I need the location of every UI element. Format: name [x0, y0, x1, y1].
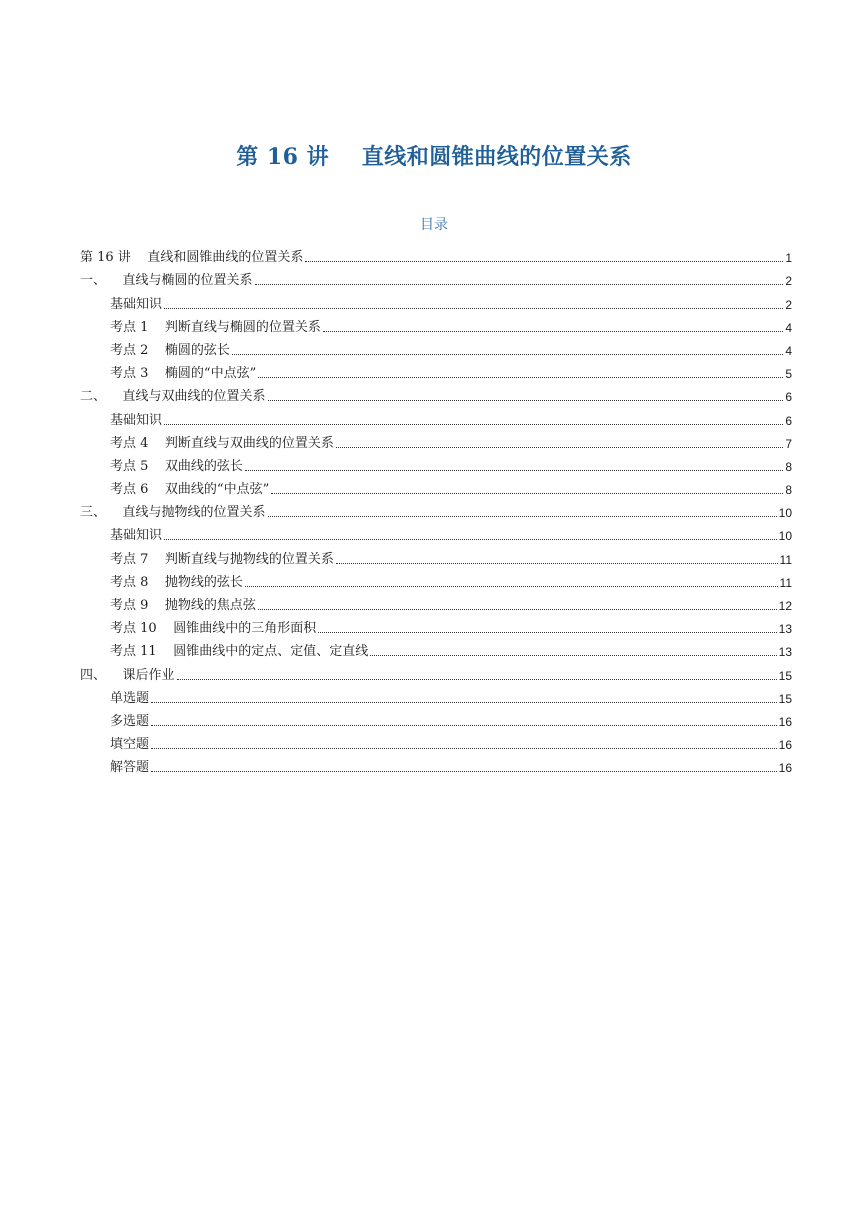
toc-entry-label: 考点 9 抛物线的焦点弦 — [110, 598, 256, 613]
toc-entry[interactable] — [80, 429, 792, 452]
toc-entry[interactable] — [80, 498, 792, 521]
toc-entry[interactable] — [80, 614, 792, 637]
toc-dot-leader — [151, 701, 777, 703]
toc-dot-leader — [271, 492, 783, 494]
toc-heading: 目录 — [420, 217, 448, 233]
toc-entry-label: 考点 5 双曲线的弦长 — [110, 458, 243, 474]
toc-entry[interactable] — [80, 707, 792, 730]
toc-entry[interactable] — [80, 266, 792, 289]
toc-entry-page-number: 16 — [778, 761, 792, 776]
toc-entry-page-number: 8 — [785, 459, 792, 474]
toc-dot-leader — [268, 399, 784, 401]
toc-entry[interactable] — [80, 475, 792, 498]
toc-entry-page-number: 12 — [778, 599, 792, 613]
toc-entry-page-number: 11 — [779, 575, 792, 590]
toc-entry-label: 第 16 讲 直线和圆锥曲线的位置关系 — [80, 250, 304, 266]
toc-entry-label: 解答题 — [110, 760, 150, 776]
toc-entry-page-number: 6 — [785, 413, 792, 428]
toc-entry[interactable] — [80, 521, 792, 544]
toc-entry-label: 考点 3 椭圆的“中点弦” — [110, 366, 257, 382]
toc-entry-page-number: 16 — [778, 714, 792, 729]
toc-entry-label: 考点 8 抛物线的弦长 — [110, 574, 243, 590]
toc-entry-label: 考点 1 判断直线与椭圆的位置关系 — [110, 319, 321, 335]
toc-dot-leader — [245, 469, 783, 471]
toc-dot-leader — [258, 376, 783, 378]
toc-entry-label: 考点 10 圆锥曲线中的三角形面积 — [110, 621, 317, 637]
toc-entry-page-number: 13 — [778, 645, 792, 660]
toc-entry-page-number: 8 — [785, 483, 792, 498]
toc-entry-label: 考点 6 双曲线的“中点弦” — [110, 482, 270, 498]
toc-dot-leader — [245, 585, 778, 587]
toc-entry-page-number: 15 — [778, 691, 792, 706]
toc-entry[interactable] — [80, 591, 792, 614]
toc-entry[interactable] — [80, 243, 792, 266]
toc-entry-label: 基础知识 — [110, 296, 163, 312]
toc-entry[interactable] — [80, 289, 792, 312]
toc-entry-label: 考点 2 椭圆的弦长 — [110, 342, 230, 358]
toc-entry[interactable] — [80, 336, 792, 359]
toc-entry-label: 四、 课后作业 — [80, 667, 175, 683]
toc-entry[interactable] — [80, 359, 792, 382]
toc-dot-leader — [151, 724, 777, 726]
toc-entry-label: 考点 7 判断直线与抛物线的位置关系 — [110, 551, 334, 567]
toc-entry[interactable] — [80, 405, 792, 428]
toc-entry[interactable] — [80, 637, 792, 660]
toc-dot-leader — [318, 631, 776, 633]
toc-entry-label: 填空题 — [110, 737, 150, 753]
toc-dot-leader — [305, 260, 783, 262]
toc-entry-page-number: 6 — [785, 390, 792, 405]
toc-entry-page-number: 10 — [778, 529, 792, 544]
toc-entry[interactable] — [80, 660, 792, 683]
toc-entry[interactable] — [80, 382, 792, 405]
toc-entry[interactable] — [80, 544, 792, 567]
toc-dot-leader — [177, 678, 777, 680]
toc-entry[interactable] — [80, 568, 792, 591]
toc-entry[interactable] — [80, 313, 792, 336]
toc-dot-leader — [336, 562, 778, 564]
toc-dot-leader — [268, 515, 777, 517]
toc-entry-page-number: 15 — [778, 668, 792, 683]
toc-entry-page-number: 7 — [785, 436, 792, 451]
toc-dot-leader — [336, 446, 783, 448]
toc-entry-label: 考点 11 圆锥曲线中的定点、定值、定直线 — [110, 644, 369, 660]
toc-entry-page-number: 5 — [785, 367, 792, 382]
toc-entry-label: 多选题 — [110, 713, 150, 729]
toc-dot-leader — [232, 353, 783, 355]
toc-entry-page-number: 16 — [778, 738, 792, 753]
toc-dot-leader — [323, 330, 783, 332]
toc-dot-leader — [151, 747, 777, 749]
toc-entry-label: 基础知识 — [110, 528, 163, 544]
toc-entry-label: 基础知识 — [110, 412, 163, 428]
toc-entry-page-number: 4 — [785, 320, 792, 335]
toc-entry-page-number: 1 — [785, 251, 792, 266]
toc-entry-label: 单选题 — [110, 690, 150, 706]
toc-entry-page-number: 2 — [785, 274, 792, 289]
toc-dot-leader — [151, 770, 777, 772]
toc-entry[interactable] — [80, 730, 792, 753]
toc-entry-page-number: 11 — [779, 552, 792, 567]
toc-dot-leader — [258, 608, 777, 610]
toc-dot-leader — [164, 538, 777, 540]
toc-dot-leader — [164, 307, 783, 309]
toc-dot-leader — [370, 654, 776, 656]
toc-entry[interactable] — [80, 753, 792, 776]
toc-entry-label: 三、 直线与抛物线的位置关系 — [80, 505, 266, 521]
toc-entry[interactable] — [80, 684, 792, 707]
toc-entry-page-number: 13 — [778, 622, 792, 637]
toc-entry-label: 一、 直线与椭圆的位置关系 — [80, 273, 253, 289]
page-title: 第 16 讲 直线和圆锥曲线的位置关系 — [236, 144, 632, 170]
toc-dot-leader — [255, 283, 784, 285]
toc-entry-label: 二、 直线与双曲线的位置关系 — [80, 389, 266, 405]
toc-entry[interactable] — [80, 452, 792, 475]
toc-entry-page-number: 4 — [785, 343, 792, 358]
toc-entry-label: 考点 4 判断直线与双曲线的位置关系 — [110, 435, 334, 451]
table-of-contents — [80, 243, 792, 776]
toc-entry-page-number: 10 — [778, 506, 792, 521]
toc-entry-page-number: 2 — [785, 297, 792, 312]
toc-dot-leader — [164, 423, 783, 425]
